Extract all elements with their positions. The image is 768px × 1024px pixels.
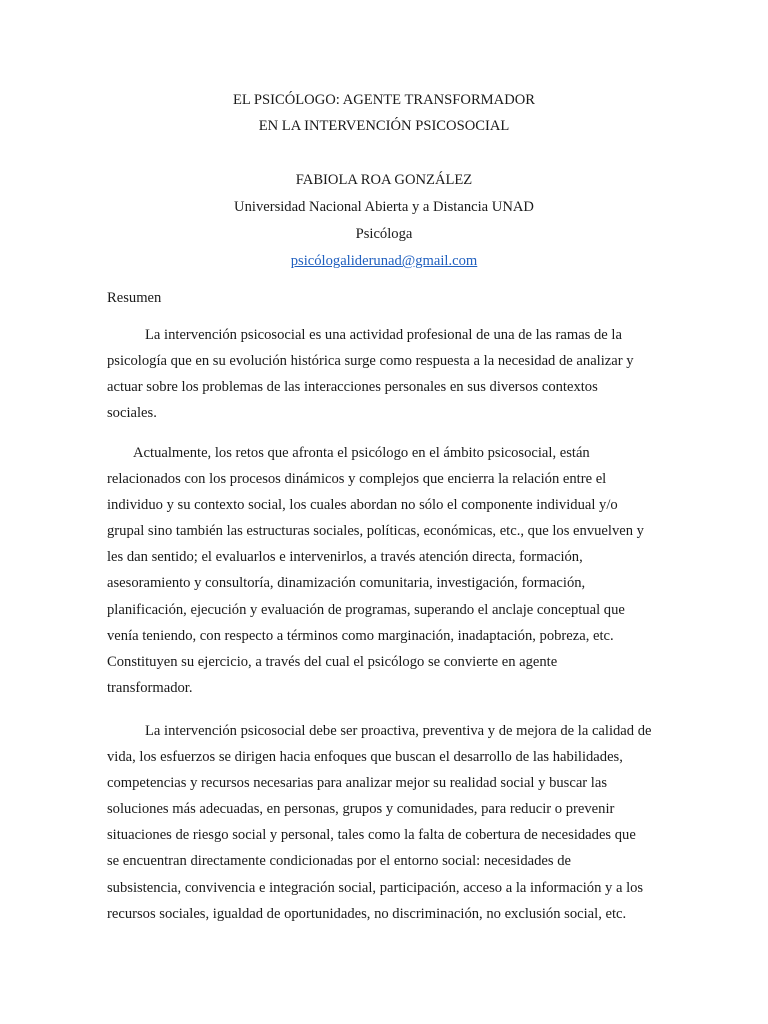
paragraph-line: relacionados con los procesos dinámicos y complejos que encierra la relación entre el	[107, 471, 607, 488]
title-line-1: EL PSICÓLOGO: AGENTE TRANSFORMADOR	[232, 92, 536, 108]
paragraph-line: les dan sentido; el evaluarlos e intervenirlos, a través atención directa, formación,	[107, 549, 583, 566]
paragraph-line: vida, los esfuerzos se dirigen hacia enfoques que buscan el desarrollo de las habilidades,	[107, 749, 623, 766]
paragraph-line: soluciones más adecuadas, en personas, grupos y comunidades, para reducir o prevenir	[107, 801, 615, 818]
paragraph-line: competencias y recursos necesarias para analizar mejor su realidad social y buscar las	[107, 775, 608, 792]
paragraph-line: La intervención psicosocial es una actividad profesional de una de las ramas de la	[145, 327, 622, 343]
paragraph-line: grupal sino también las estructuras sociales, políticas, económicas, etc., que los envuelven y	[107, 523, 644, 540]
paragraph-2	[107, 440, 661, 701]
paragraph-line: planificación, ejecución y evaluación de programas, superando el anclaje conceptual que	[107, 601, 625, 618]
paragraph-line: Constituyen su ejercicio, a través del cual el psicólogo se convierte en agente	[107, 653, 558, 670]
author-name: FABIOLA ROA GONZÁLEZ	[295, 172, 473, 188]
author-role: Psicóloga	[355, 226, 413, 242]
paragraph-1	[107, 322, 661, 426]
paragraph-3	[107, 718, 661, 927]
paragraph-line: transformador.	[107, 679, 193, 696]
paragraph-line: situaciones de riesgo social y personal, tales como la falta de cobertura de necesidades que	[107, 827, 636, 844]
author-email-link[interactable]: psicólogaliderunad@gmail.com	[290, 253, 478, 269]
paragraph-line: recursos sociales, igualdad de oportunidades, no discriminación, no exclusión social, etc.	[107, 905, 627, 922]
paragraph-line: sociales.	[107, 405, 157, 422]
paragraph-line: asesoramiento y consultoría, dinamización comunitaria, investigación, formación,	[107, 575, 586, 592]
section-heading: Resumen	[107, 290, 162, 306]
paragraph-line: Actualmente, los retos que afronta el psicólogo en el ámbito psicosocial, están	[133, 445, 590, 461]
author-affiliation: Universidad Nacional Abierta y a Distancia UNAD	[234, 199, 534, 215]
paragraph-line: actuar sobre los problemas de las interacciones personales en sus diversos contextos	[107, 379, 598, 396]
paragraph-line: psicología que en su evolución histórica surge como respuesta a la necesidad de analizar y	[107, 353, 634, 370]
email-line	[0, 253, 768, 270]
title-line-2: EN LA INTERVENCIÓN PSICOSOCIAL	[258, 118, 510, 134]
paragraph-line: se encuentran directamente condicionadas por el entorno social: necesidades de	[107, 853, 571, 870]
paragraph-line: venía teniendo, con respecto a términos como marginación, inadaptación, pobreza, etc.	[107, 627, 614, 644]
paragraph-line: individuo y su contexto social, los cuales abordan no sólo el componente individual y/o	[107, 497, 618, 514]
paragraph-line: La intervención psicosocial debe ser proactiva, preventiva y de mejora de la calidad de	[145, 723, 652, 739]
paragraph-line: subsistencia, convivencia e integración social, participación, acceso a la información y a los	[107, 879, 644, 896]
